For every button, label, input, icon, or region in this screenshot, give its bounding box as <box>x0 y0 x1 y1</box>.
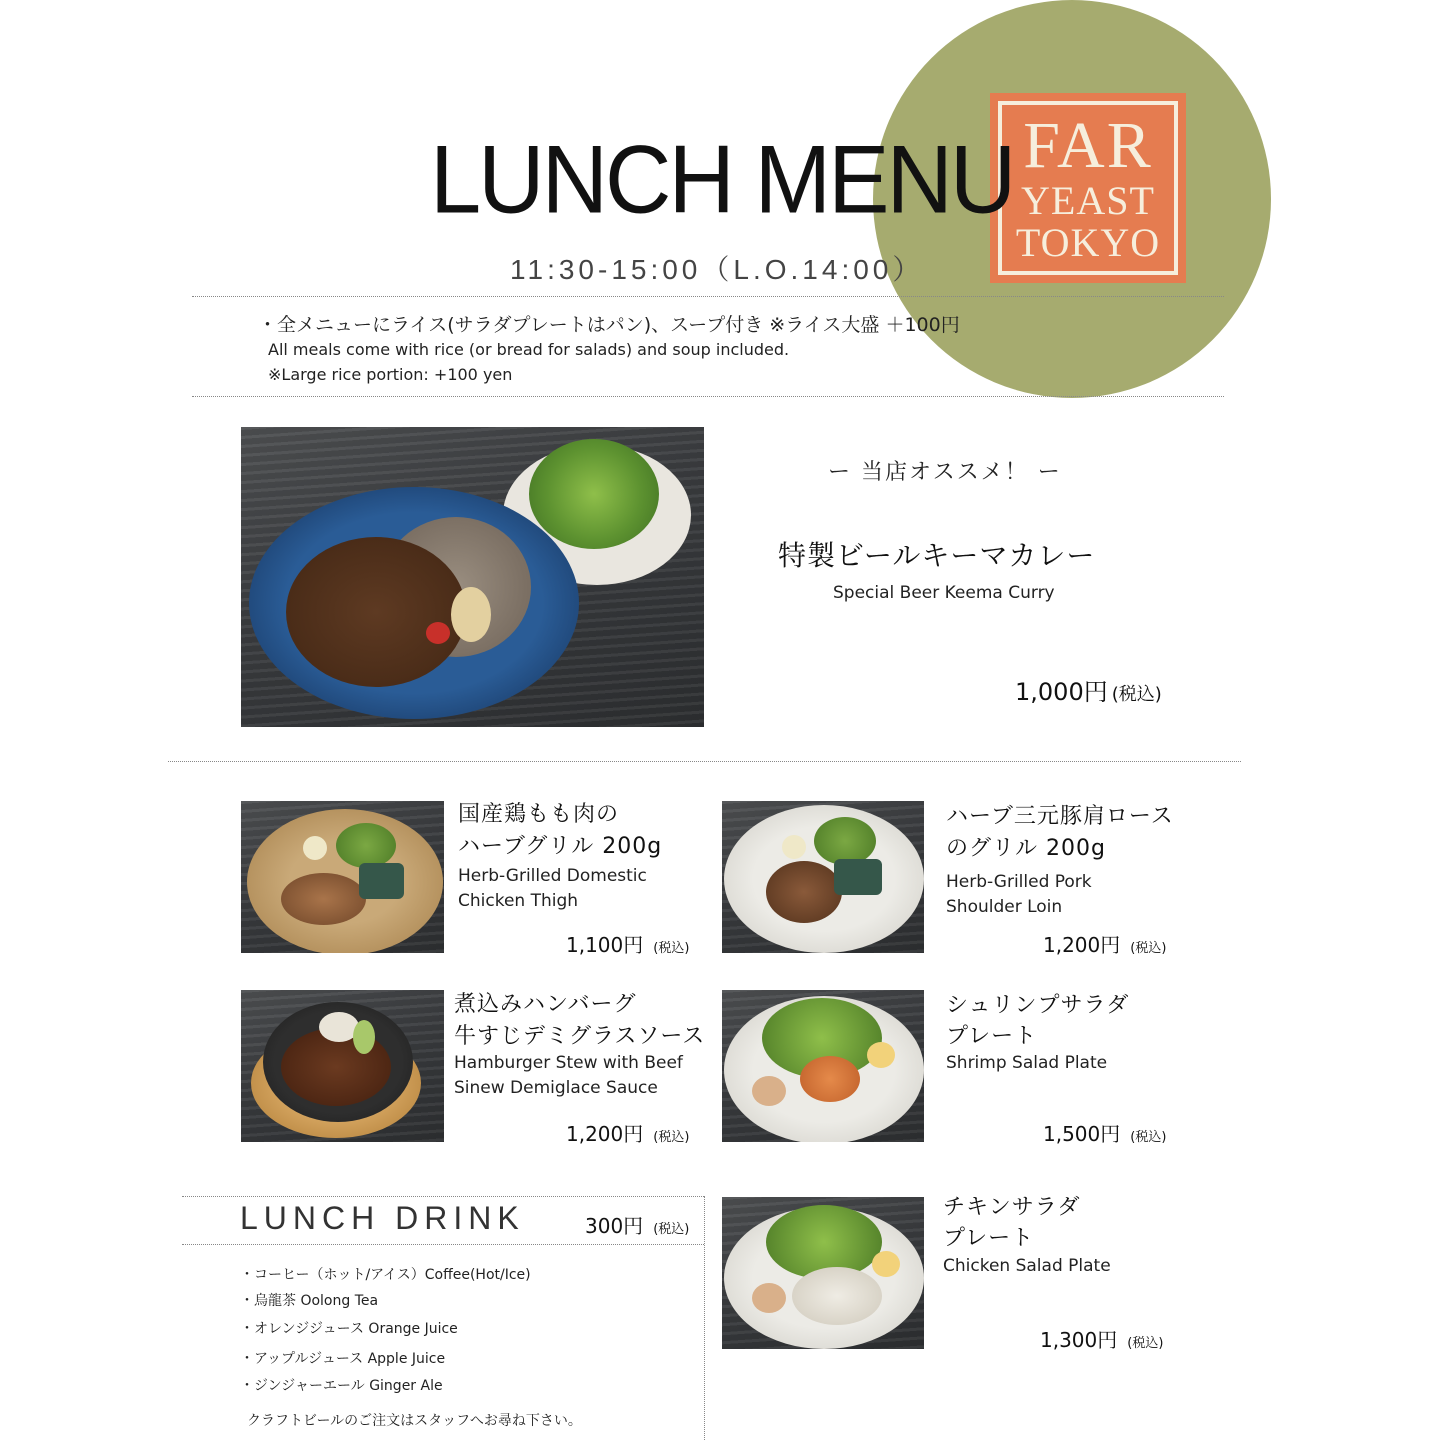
tax-label: (税込) <box>653 941 690 956</box>
tax-label: (税込) <box>1130 941 1167 956</box>
item-price <box>1043 1118 1166 1147</box>
price-value: 1,200円 <box>1043 933 1121 957</box>
recommended-name-jp: 特製ビールキーマカレー <box>778 539 1096 572</box>
drink-item: ・ジンジャーエール Ginger Ale <box>240 1378 443 1394</box>
drink-footer-note: クラフトビールのご注文はスタッフへお尋ね下さい。 <box>247 1413 582 1429</box>
brand-logo <box>990 93 1186 283</box>
divider <box>192 396 1224 397</box>
recommended-label: ー 当店オススメ！ ー <box>828 460 1062 485</box>
divider <box>168 761 1241 762</box>
logo-line-yeast: YEAST <box>1021 178 1155 223</box>
divider-vertical <box>704 1196 705 1440</box>
tax-label: (税込) <box>1111 684 1162 705</box>
item-name-jp-line1: 煮込みハンバーグ <box>454 992 637 1017</box>
price-value: 1,000円 <box>1015 678 1108 706</box>
page-title: LUNCH MENU <box>430 126 1014 234</box>
price-value: 1,300円 <box>1040 1328 1118 1352</box>
item-name-jp-line2: ハーブグリル 200g <box>458 834 663 859</box>
recommended-price <box>1015 672 1162 707</box>
tax-label: (税込) <box>1130 1130 1167 1145</box>
tax-label: (税込) <box>1127 1336 1164 1351</box>
drink-section-title: LUNCH DRINK <box>240 1200 525 1236</box>
divider <box>182 1244 704 1245</box>
item-name-jp-line2: のグリル 200g <box>946 836 1106 861</box>
note-english: All meals come with rice (or bread for salads) and soup included. <box>268 340 790 359</box>
item-name-en-line2: Chicken Thigh <box>458 891 579 911</box>
logo-line-tokyo: TOKYO <box>1015 220 1161 265</box>
opening-hours: 11:30-15:00（L.O.14:00） <box>510 254 925 285</box>
item-price <box>1040 1324 1163 1353</box>
item-price <box>1043 929 1166 958</box>
logo-line-far: FAR <box>1023 109 1153 182</box>
item-price <box>566 929 689 958</box>
item-name-jp-line1: シュリンプサラダ <box>946 993 1130 1018</box>
item-name-jp-line1: 国産鶏もも肉の <box>458 802 620 827</box>
item-name-en-line2: Shoulder Loin <box>946 897 1063 917</box>
drink-price <box>585 1210 689 1239</box>
hamburger-stew-photo <box>241 990 444 1142</box>
drink-item: ・オレンジジュース Orange Juice <box>240 1321 458 1337</box>
price-value: 1,200円 <box>566 1122 644 1146</box>
keema-curry-photo <box>241 427 704 727</box>
item-name-en-line1: Chicken Salad Plate <box>943 1256 1111 1276</box>
item-name-en-line1: Hamburger Stew with Beef <box>454 1053 683 1073</box>
item-name-jp-line1: ハーブ三元豚肩ロース <box>946 804 1174 829</box>
item-name-jp-line1: チキンサラダ <box>943 1195 1081 1220</box>
drink-item: ・アップルジュース Apple Juice <box>240 1351 446 1367</box>
pork-loin-photo <box>722 801 924 953</box>
shrimp-salad-photo <box>722 990 924 1142</box>
chicken-salad-photo <box>722 1197 924 1349</box>
item-name-jp-line2: プレート <box>946 1024 1038 1049</box>
divider <box>182 1196 704 1197</box>
note-rice-portion: ※Large rice portion: +100 yen <box>268 365 513 384</box>
price-value: 1,500円 <box>1043 1122 1121 1146</box>
item-name-jp-line2: 牛すじデミグラスソース <box>454 1024 706 1049</box>
item-price <box>566 1118 689 1147</box>
tax-label: (税込) <box>653 1222 690 1237</box>
price-value: 300円 <box>585 1214 644 1238</box>
price-value: 1,100円 <box>566 933 644 957</box>
drink-item: ・烏龍茶 Oolong Tea <box>240 1293 379 1309</box>
recommended-name-en: Special Beer Keema Curry <box>833 583 1055 603</box>
item-name-en-line1: Shrimp Salad Plate <box>946 1053 1108 1073</box>
item-name-jp-line2: プレート <box>943 1226 1035 1251</box>
chicken-thigh-photo <box>241 801 444 953</box>
note-japanese: ・全メニューにライス(サラダプレートはパン)、スープ付き ※ライス大盛 ＋100円 <box>258 314 960 336</box>
item-name-en-line1: Herb-Grilled Domestic <box>458 866 647 886</box>
tax-label: (税込) <box>653 1130 690 1145</box>
item-name-en-line2: Sinew Demiglace Sauce <box>454 1078 658 1098</box>
item-name-en-line1: Herb-Grilled Pork <box>946 872 1092 892</box>
drink-item: ・コーヒー（ホット/アイス）Coffee(Hot/Ice) <box>240 1267 531 1283</box>
divider <box>192 296 1224 297</box>
